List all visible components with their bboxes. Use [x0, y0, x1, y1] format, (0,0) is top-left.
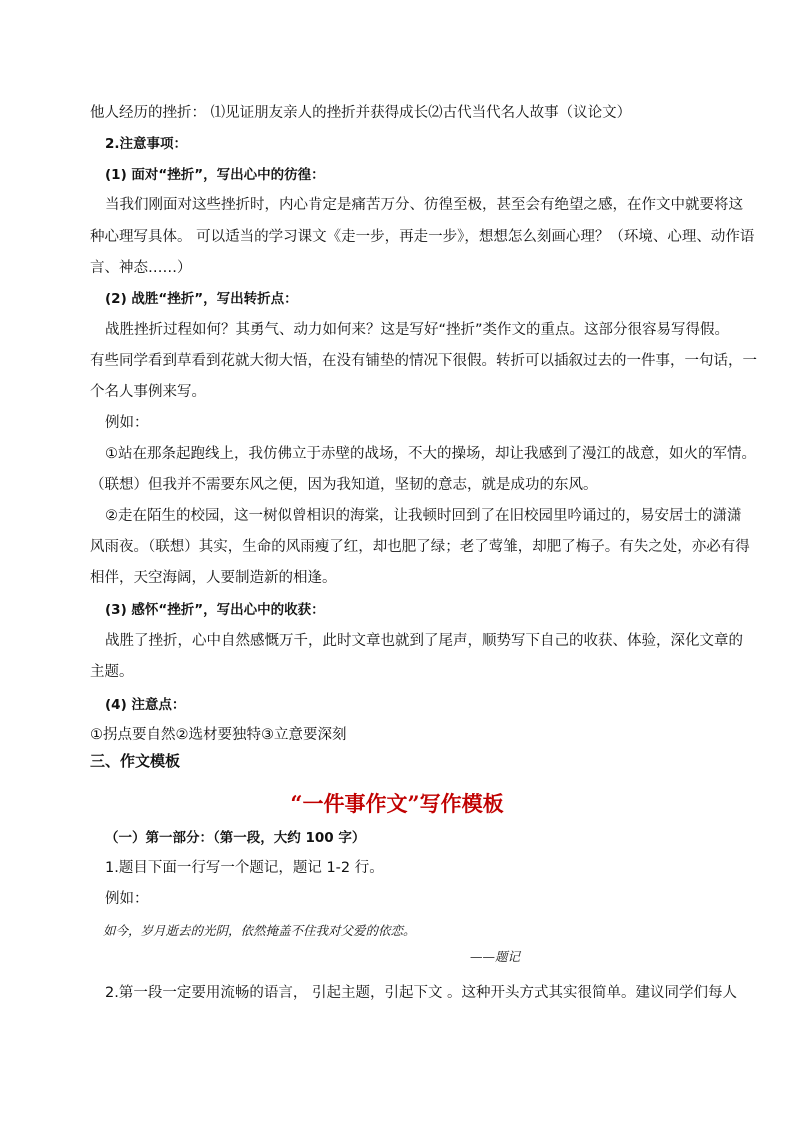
- paragraph-line: 风雨夜。（联想）其实，生命的风雨瘦了红，却也肥了绿；老了莺雏，却肥了梅子。有失之处，亦必有得: [90, 539, 750, 555]
- epigraph-attribution: ——题记: [470, 949, 521, 964]
- epigraph-text: 如今，岁月逝去的光阴，依然掩盖不住我对父爱的依恋。: [103, 923, 416, 938]
- paragraph-line: （联想）但我并不需要东风之便，因为我知道，坚韧的意志，就是成功的东风。: [90, 477, 598, 493]
- paragraph-line: ①站在那条起跑线上，我仿佛立于赤壁的战场，不大的操场，却让我感到了漫江的战意，如火的军情。: [105, 446, 756, 462]
- paragraph-line: 他人经历的挫折： ⑴见证朋友亲人的挫折并获得成长⑵古代当代名人故事（议论文）: [90, 105, 632, 121]
- paragraph-line: 当我们刚面对这些挫折时，内心肯定是痛苦万分、彷徨至极，甚至会有绝望之感，在作文中就要将这: [105, 197, 743, 213]
- subheading: 2.注意事项：: [105, 136, 188, 152]
- paragraph-line: 言、神态……）: [90, 260, 192, 276]
- template-title: “一件事作文”写作模板: [290, 791, 504, 816]
- paragraph-line: ②走在陌生的校园，这一树似曾相识的海棠，让我顿时回到了在旧校园里吟诵过的，易安居士的潇潇: [105, 508, 742, 524]
- subheading: (3) 感怀“挫折”，写出心中的收获：: [105, 602, 325, 618]
- paragraph-line: 个名人事例来写。: [90, 384, 206, 400]
- paragraph-line: 1.题目下面一行写一个题记，题记 1-2 行。: [105, 860, 384, 876]
- paragraph-line: 例如：: [105, 891, 149, 907]
- paragraph-line: 种心理写具体。 可以适当的学习课文《走一步，再走一步》，想想怎么刻画心理？（环境、心理、动作语: [90, 229, 755, 245]
- subheading: (2) 战胜“挫折”，写出转折点：: [105, 291, 298, 307]
- paragraph-line: 例如：: [105, 415, 149, 431]
- paragraph-line: ①拐点要自然②选材要独特③立意要深刻: [90, 727, 347, 743]
- subheading: (1) 面对“挫折”，写出心中的彷徨：: [105, 167, 325, 183]
- subheading: (4) 注意点：: [105, 697, 186, 713]
- paragraph-line: 战胜挫折过程如何？其勇气、动力如何来？这是写好“挫折”类作文的重点。这部分很容易写得假。: [105, 322, 730, 338]
- paragraph-line: 有些同学看到草看到花就大彻大悟，在没有铺垫的情况下很假。转折可以插叙过去的一件事，一句话，一: [90, 353, 757, 369]
- paragraph-line: 主题。: [90, 664, 134, 680]
- section-heading: 三、作文模板: [90, 752, 181, 770]
- subheading: （一）第一部分：（第一段，大约 100 字）: [105, 830, 366, 846]
- paragraph-line: 2.第一段一定要用流畅的语言， 引起主题，引起下文 。这种开头方式其实很简单。建议同学们每人: [105, 985, 738, 1001]
- paragraph-line: 相伴，天空海阔，人要制造新的相逢。: [90, 570, 337, 586]
- paragraph-line: 战胜了挫折，心中自然感慨万千，此时文章也就到了尾声，顺势写下自己的收获、体验，深化文章的: [105, 633, 743, 649]
